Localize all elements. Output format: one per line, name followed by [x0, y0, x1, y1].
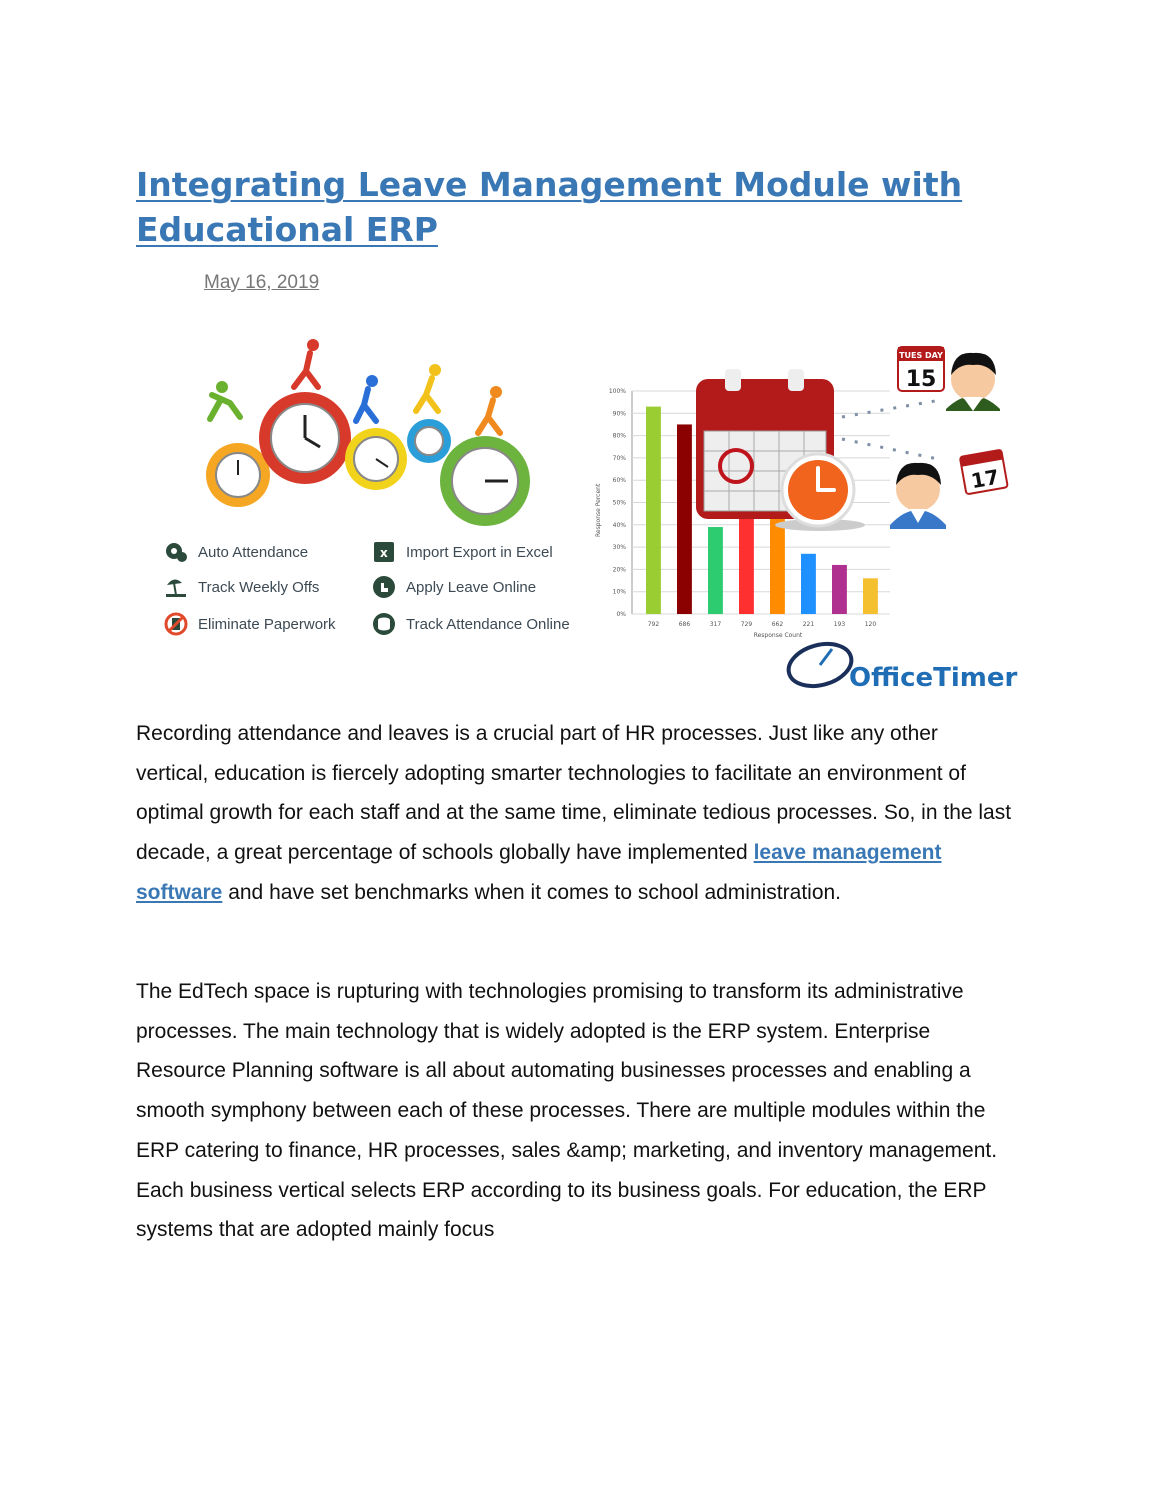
chart-y-tick-label: 20%	[612, 566, 626, 574]
chart-bar	[677, 424, 692, 614]
chart-x-axis-label: Response Count	[753, 632, 803, 639]
database-icon	[372, 612, 396, 636]
post-date[interactable]: May 16, 2019	[204, 272, 320, 293]
feature-track-weekly-offs: Track Weekly Offs	[164, 575, 319, 599]
chart-y-tick-label: 50%	[612, 499, 626, 507]
leave-management-software-link[interactable]: leave management software	[136, 841, 942, 904]
chart-bar	[708, 527, 723, 614]
chart-y-tick-label: 90%	[612, 410, 626, 418]
chart-y-tick-labels	[609, 388, 626, 618]
chart-bar	[646, 407, 661, 614]
chart-y-tick-label: 80%	[612, 432, 626, 440]
paragraph-erp: The EdTech space is rupturing with technologies promising to transform its administrative processes. The main technology that is widely adopted is the ERP system. Enterprise Resource Planning software is all about automating businesses processes and enabling a smooth symphony between each of these processes. There are multiple modules within the ERP catering to finance, HR processes, sales &amp; marketing, and inventory management. Each business vertical selects ERP according to its business goals. For education, the ERP systems that are adopted mainly focus	[136, 980, 998, 1242]
person-avatar-icon	[946, 353, 1000, 411]
chart-x-tick-label: 662	[771, 621, 784, 628]
chart-x-tick-label: 221	[802, 621, 815, 628]
chart-y-tick-label: 10%	[612, 588, 626, 596]
feature-track-attendance-online: Track Attendance Online	[372, 612, 570, 636]
chart-y-tick-label: 70%	[612, 454, 626, 462]
gear-icon	[164, 540, 188, 564]
chart-x-tick-label: 317	[709, 621, 722, 628]
page-title[interactable]: Integrating Leave Management Module with Educational ERP	[136, 165, 963, 249]
no-paper-icon	[164, 612, 188, 636]
person-avatar-icon	[890, 463, 946, 529]
chart-bar	[801, 554, 816, 614]
chart-y-tick-label: 40%	[612, 521, 626, 529]
chart-x-tick-label: 792	[647, 621, 660, 628]
chart-y-tick-label: 100%	[608, 388, 626, 395]
hand-icon	[372, 575, 396, 599]
feature-eliminate-paperwork: Eliminate Paperwork	[164, 612, 336, 636]
hero-image	[160, 335, 1020, 695]
beach-icon	[164, 575, 188, 599]
chart-y-axis-label: Response Percent	[595, 483, 602, 537]
feature-auto-attendance: Auto Attendance	[164, 540, 308, 564]
chart-bar	[863, 578, 878, 614]
officetimer-logo	[784, 637, 1018, 693]
chart-y-tick-label: 30%	[612, 544, 626, 552]
chart-x-tick-label: 686	[678, 621, 691, 628]
chart-x-tick-label: 729	[740, 621, 753, 628]
svg-text:OfficeTimer: OfficeTimer	[849, 663, 1018, 693]
feature-import-export-excel: x Import Export in Excel	[372, 540, 553, 564]
feature-apply-leave-online: Apply Leave Online	[372, 575, 536, 599]
chart-x-tick-label: 120	[864, 621, 877, 628]
hero-illustration	[160, 335, 1020, 695]
chart-y-tick-label: 0%	[616, 611, 626, 618]
svg-text:15: 15	[905, 367, 937, 392]
svg-text:17: 17	[969, 464, 1001, 494]
chart-x-tick-labels	[648, 621, 877, 628]
calendar-clock-illustration	[696, 369, 938, 531]
svg-text:TUES DAY: TUES DAY	[899, 351, 943, 360]
chart-bar	[832, 565, 847, 614]
svg-text:x: x	[380, 546, 388, 560]
chart-bar	[739, 507, 754, 614]
chart-x-tick-label: 193	[833, 621, 846, 628]
calendar-tuesday-15-icon	[898, 347, 944, 392]
excel-icon	[372, 540, 396, 564]
calendar-17-icon	[960, 450, 1008, 495]
chart-y-tick-label: 60%	[612, 477, 626, 485]
gears-illustration	[206, 339, 530, 526]
paragraph-intro: Recording attendance and leaves is a crucial part of HR processes. Just like any other vertical, education is fiercely adopting smarter technologies to facilitate an environment of optimal growth for each staff and at the same time, eliminate tedious processes. So, in the last decade, a great percentage of schools globally have implemented leave management software and have set benchmarks when it comes to school administration.	[136, 722, 1012, 904]
